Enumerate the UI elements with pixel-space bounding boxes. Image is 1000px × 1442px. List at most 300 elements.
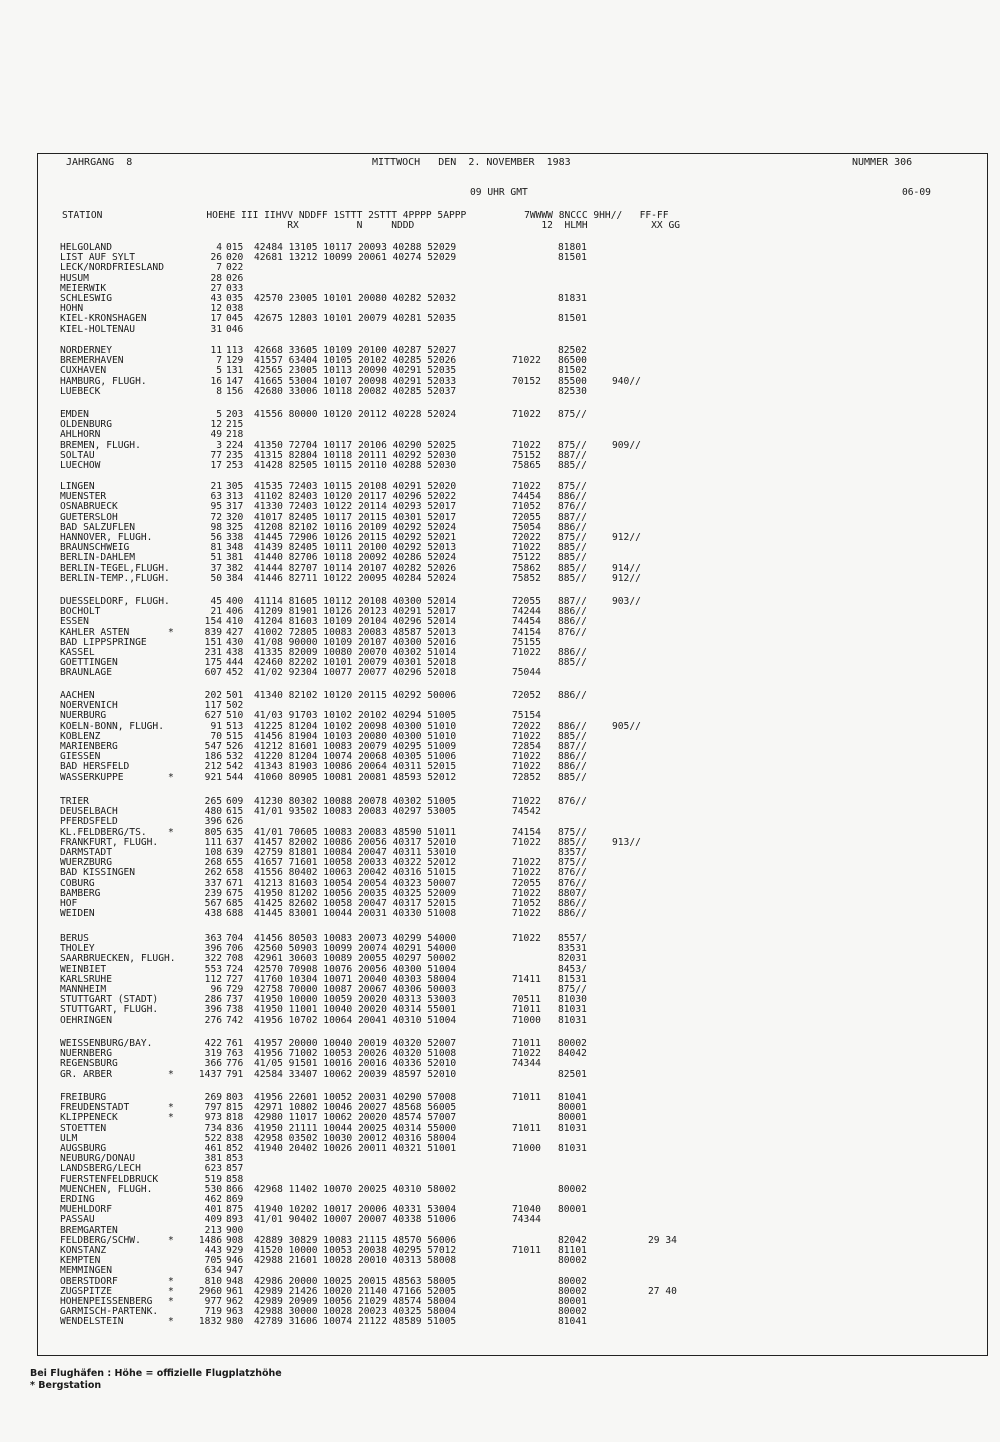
cloud-group: 875// <box>558 481 587 492</box>
synop-groups: 41445 72906 10126 20115 40292 52021 <box>254 532 457 543</box>
station-height: 810 <box>204 1275 222 1287</box>
station-index: 532 <box>226 751 244 763</box>
synop-groups: 41212 81601 10083 20079 40295 51009 <box>254 741 457 752</box>
station-row <box>60 1266 960 1277</box>
station-row <box>60 607 960 618</box>
station-row <box>60 879 960 890</box>
station-name: MANNHEIM <box>60 984 107 995</box>
station-height: 154 <box>204 616 222 628</box>
column-header-row-2: RX N NDDD 12 HLMH XX GG <box>62 220 681 231</box>
station-index: 655 <box>226 857 244 869</box>
weather-group: 75054 <box>512 521 541 533</box>
cloud-group: 8357/ <box>558 847 587 858</box>
station-index: 430 <box>226 636 244 648</box>
synop-groups: 41520 10000 10053 20038 40295 57012 <box>254 1245 457 1256</box>
synop-groups: 41/01 93502 10083 20083 40297 53005 <box>254 806 457 818</box>
weather-group: 71022 <box>512 481 541 492</box>
station-index: 026 <box>226 272 244 284</box>
station-row <box>60 722 960 733</box>
cloud-group: 81041 <box>558 1316 587 1328</box>
station-name: DEUSELBACH <box>60 806 118 818</box>
synop-groups: 42988 30000 10028 20023 40325 58004 <box>254 1306 457 1318</box>
station-index: 675 <box>226 887 244 899</box>
station-name: WUERZBURG <box>60 857 112 869</box>
mountain-station-marker: * <box>168 1234 174 1246</box>
station-name: LECK/NORDFRIESLAND <box>60 262 164 274</box>
station-height: 4 <box>216 242 222 253</box>
station-index: 961 <box>226 1285 244 1297</box>
station-index: 400 <box>226 596 244 607</box>
station-height: 26 <box>210 252 222 264</box>
station-height: 81 <box>210 542 222 554</box>
station-name: THOLEY <box>60 943 95 955</box>
station-row <box>60 742 960 753</box>
station-name: DUESSELDORF, FLUGH. <box>60 596 170 607</box>
station-name: SCHLESWIG <box>60 293 112 304</box>
station-index: 406 <box>226 606 244 618</box>
cloud-group: 80001 <box>558 1296 587 1307</box>
station-name: MUEHLDORF <box>60 1204 112 1216</box>
synop-groups: 42560 50903 10099 20074 40291 54000 <box>254 943 457 955</box>
weather-group: 75154 <box>512 710 541 722</box>
station-height: 396 <box>204 1004 222 1016</box>
synop-groups: 42565 23005 10113 20090 40291 52035 <box>254 365 457 377</box>
cloud-group: 81031 <box>558 1143 587 1154</box>
station-height: 366 <box>204 1058 222 1070</box>
synop-groups: 41446 82711 10122 20095 40284 52024 <box>254 572 457 584</box>
station-row <box>60 1134 960 1145</box>
station-row <box>60 732 960 743</box>
station-height: 72 <box>210 511 222 523</box>
station-row <box>60 848 960 859</box>
station-row <box>60 430 960 441</box>
synop-groups: 41330 72403 10122 20114 40293 52017 <box>254 501 457 513</box>
station-index: 908 <box>226 1234 244 1246</box>
station-name: AUGSBURG <box>60 1143 107 1154</box>
station-index: 929 <box>226 1245 244 1256</box>
cloud-group: 875// <box>558 984 587 995</box>
station-index: 502 <box>226 700 244 712</box>
station-height: 337 <box>204 877 222 889</box>
cloud-group: 80002 <box>558 1275 587 1287</box>
station-name: HOF <box>60 898 78 909</box>
weather-group: 75865 <box>512 460 541 471</box>
station-index: 704 <box>226 933 244 944</box>
cloud-group: 887// <box>558 596 587 607</box>
station-height: 70 <box>210 730 222 742</box>
station-name: MEMMINGEN <box>60 1265 112 1277</box>
synop-groups: 42986 20000 10025 20015 48563 58005 <box>254 1275 457 1287</box>
station-index: 427 <box>226 626 244 638</box>
station-height: 530 <box>204 1183 222 1195</box>
station-height: 96 <box>210 984 222 995</box>
weather-group: 74344 <box>512 1058 541 1070</box>
station-height: 186 <box>204 751 222 763</box>
station-height: 37 <box>210 562 222 574</box>
station-row <box>60 543 960 554</box>
station-name: KOBLENZ <box>60 730 101 742</box>
synop-groups: 41343 81903 10086 20064 40311 52015 <box>254 761 457 773</box>
station-name: PASSAU <box>60 1214 95 1226</box>
station-height: 31 <box>210 323 222 335</box>
station-height: 27 <box>210 282 222 294</box>
station-height: 567 <box>204 898 222 909</box>
station-row <box>60 420 960 431</box>
station-index: 253 <box>226 460 244 471</box>
station-name: FREIBURG <box>60 1092 107 1103</box>
synop-groups: 41/02 92304 10077 20077 40296 52018 <box>254 667 457 679</box>
weather-group: 75852 <box>512 572 541 584</box>
station-row <box>60 807 960 818</box>
station-height: 265 <box>204 796 222 807</box>
station-name: KONSTANZ <box>60 1245 107 1256</box>
station-name: KLIPPENECK <box>60 1112 118 1124</box>
station-index: 348 <box>226 542 244 554</box>
mountain-station-marker: * <box>168 626 174 638</box>
station-index: 708 <box>226 953 244 965</box>
station-row <box>60 711 960 722</box>
station-height: 839 <box>204 626 222 638</box>
station-row <box>60 410 960 421</box>
station-name: FELDBERG/SCHW. <box>60 1234 141 1246</box>
station-name: BERUS <box>60 933 89 944</box>
synop-groups: 42989 21426 10020 21140 47166 52005 <box>254 1285 457 1297</box>
mountain-station-marker: * <box>168 771 174 783</box>
synop-groups: 41002 72805 10083 20083 48587 52013 <box>254 626 457 638</box>
station-height: 50 <box>210 572 222 584</box>
station-name: HUSUM <box>60 272 89 284</box>
station-row <box>60 828 960 839</box>
station-name: BRAUNSCHWEIG <box>60 542 130 554</box>
station-row <box>60 274 960 285</box>
cloud-group: 86500 <box>558 355 587 367</box>
cloud-height-group: 909// <box>612 439 641 451</box>
synop-groups: 41456 81904 10103 20080 40300 51010 <box>254 730 457 742</box>
station-index: 875 <box>226 1204 244 1216</box>
station-index: 685 <box>226 898 244 909</box>
station-name: KL.FELDBERG/TS. <box>60 826 147 838</box>
station-index: 235 <box>226 449 244 461</box>
station-height: 480 <box>204 806 222 818</box>
cloud-group: 875// <box>558 857 587 869</box>
station-row <box>60 889 960 900</box>
synop-groups: 41213 81603 10054 20054 40323 50007 <box>254 877 457 889</box>
synop-groups: 41760 10304 10071 20040 40303 58004 <box>254 973 457 985</box>
synop-groups: 42668 33605 10109 20100 40287 52027 <box>254 345 457 356</box>
station-row <box>60 553 960 564</box>
cloud-group: 8807/ <box>558 887 587 899</box>
station-index: 338 <box>226 532 244 543</box>
station-index: 045 <box>226 313 244 325</box>
station-row <box>60 356 960 367</box>
weather-group: 74154 <box>512 626 541 638</box>
station-name: DARMSTADT <box>60 847 112 858</box>
cloud-group: 875// <box>558 409 587 420</box>
footnote-mountain-station: * Bergstation <box>30 1380 102 1391</box>
station-height: 98 <box>210 521 222 533</box>
station-row <box>60 1236 960 1247</box>
station-index: 869 <box>226 1194 244 1205</box>
cloud-group: 80002 <box>558 1285 587 1297</box>
weather-group: 74154 <box>512 826 541 838</box>
station-height: 286 <box>204 994 222 1006</box>
station-row <box>60 1164 960 1175</box>
station-name: BAMBERG <box>60 887 101 899</box>
station-row <box>60 762 960 773</box>
cloud-height-group: 914// <box>612 562 641 574</box>
station-name: KASSEL <box>60 647 95 658</box>
synop-groups: 41/01 90402 10007 20007 40338 51006 <box>254 1214 457 1226</box>
weather-group: 72055 <box>512 877 541 889</box>
station-index: 637 <box>226 836 244 848</box>
station-index: 763 <box>226 1048 244 1060</box>
cloud-group: 82042 <box>558 1234 587 1246</box>
mountain-station-marker: * <box>168 1068 174 1080</box>
station-index: 022 <box>226 262 244 274</box>
station-index: 224 <box>226 439 244 451</box>
station-height: 1486 <box>198 1234 222 1246</box>
station-row <box>60 564 960 575</box>
station-name: ERDING <box>60 1194 95 1205</box>
station-index: 203 <box>226 409 244 420</box>
station-row <box>60 995 960 1006</box>
station-row <box>60 858 960 869</box>
station-name: COBURG <box>60 877 95 889</box>
wind-gust-group: 27 40 <box>648 1285 677 1297</box>
synop-groups: 42570 70908 10076 20056 40300 51004 <box>254 963 457 975</box>
column-header-row-1: STATION HOEHE III IIHVV NDDFF 1STTT 2STTT 4PPPP 5APPP 7WWWW 8NCCC 9HH// FF-FF <box>62 210 669 221</box>
station-row <box>60 1059 960 1070</box>
synop-groups: 41315 82804 10118 20111 40292 52030 <box>254 449 457 461</box>
weather-group: 71022 <box>512 730 541 742</box>
station-name: STOETTEN <box>60 1122 107 1134</box>
station-name: GARMISCH-PARTENK. <box>60 1306 159 1318</box>
station-name: BAD KISSINGEN <box>60 867 136 879</box>
weather-group: 71022 <box>512 796 541 807</box>
station-row <box>60 1113 960 1124</box>
station-row <box>60 1195 960 1206</box>
cloud-group: 886// <box>558 898 587 909</box>
station-row <box>60 1070 960 1081</box>
weather-group: 74454 <box>512 616 541 628</box>
station-row <box>60 492 960 503</box>
station-name: WENDELSTEIN <box>60 1316 124 1328</box>
cloud-group: 81501 <box>558 313 587 325</box>
station-name: BAD LIPPSPRINGE <box>60 636 147 648</box>
synop-groups: 41060 80905 10081 20081 48593 52012 <box>254 771 457 783</box>
station-index: 727 <box>226 973 244 985</box>
cloud-group: 885// <box>558 771 587 783</box>
station-index: 737 <box>226 994 244 1006</box>
weather-group: 74244 <box>512 606 541 618</box>
station-row <box>60 628 960 639</box>
cloud-group: 875// <box>558 532 587 543</box>
station-row <box>60 701 960 712</box>
weather-group: 71000 <box>512 1143 541 1154</box>
cloud-group: 81030 <box>558 994 587 1006</box>
station-row <box>60 502 960 513</box>
station-height: 734 <box>204 1122 222 1134</box>
station-height: 705 <box>204 1255 222 1267</box>
station-index: 113 <box>226 345 244 356</box>
station-row <box>60 482 960 493</box>
synop-groups: 42789 31606 10074 21122 48589 51005 <box>254 1316 457 1328</box>
station-index: 724 <box>226 963 244 975</box>
weather-group: 71022 <box>512 887 541 899</box>
station-index: 671 <box>226 877 244 889</box>
weather-group: 71022 <box>512 439 541 451</box>
weather-group: 71022 <box>512 867 541 879</box>
station-row <box>60 523 960 534</box>
station-index: 838 <box>226 1132 244 1144</box>
weather-group: 72022 <box>512 532 541 543</box>
weather-group: 71022 <box>512 751 541 763</box>
cloud-group: 886// <box>558 751 587 763</box>
station-name: OEHRINGEN <box>60 1014 112 1026</box>
station-index: 738 <box>226 1004 244 1016</box>
station-row <box>60 1277 960 1288</box>
station-row <box>60 1307 960 1318</box>
station-name: STUTTGART, FLUGH. <box>60 1004 159 1016</box>
station-index: 515 <box>226 730 244 742</box>
station-name: NEUBURG/DONAU <box>60 1153 136 1165</box>
station-name: KIEL-KRONSHAGEN <box>60 313 147 325</box>
station-index: 325 <box>226 521 244 533</box>
weather-group: 71022 <box>512 409 541 420</box>
station-index: 305 <box>226 481 244 492</box>
station-height: 522 <box>204 1132 222 1144</box>
cloud-height-group: 905// <box>612 720 641 732</box>
cloud-height-group: 912// <box>612 572 641 584</box>
synop-groups: 41950 81202 10056 20035 40325 52009 <box>254 887 457 899</box>
station-index: 818 <box>226 1112 244 1124</box>
weather-group: 70511 <box>512 994 541 1006</box>
station-height: 7 <box>216 355 222 367</box>
synop-groups: 42460 82202 10101 20079 40301 52018 <box>254 657 457 669</box>
mountain-station-marker: * <box>168 1316 174 1328</box>
weather-group: 71022 <box>512 647 541 658</box>
station-index: 382 <box>226 562 244 574</box>
station-height: 921 <box>204 771 222 783</box>
weather-group: 72055 <box>512 511 541 523</box>
weather-group: 75044 <box>512 667 541 679</box>
weather-group: 75152 <box>512 449 541 461</box>
station-height: 268 <box>204 857 222 869</box>
cloud-group: 80001 <box>558 1102 587 1114</box>
station-index: 381 <box>226 552 244 564</box>
synop-groups: 41940 20402 10026 20011 40321 51001 <box>254 1143 457 1154</box>
station-row <box>60 1049 960 1060</box>
station-row <box>60 574 960 585</box>
cloud-group: 83531 <box>558 943 587 955</box>
station-row <box>60 243 960 254</box>
station-name: MUENSTER <box>60 491 107 503</box>
station-index: 962 <box>226 1296 244 1307</box>
cloud-height-group: 913// <box>612 836 641 848</box>
station-name: BREMEN, FLUGH. <box>60 439 141 451</box>
station-name: EMDEN <box>60 409 89 420</box>
station-name: GR. ARBER <box>60 1068 112 1080</box>
cloud-group: 887// <box>558 449 587 461</box>
cloud-group: 80002 <box>558 1255 587 1267</box>
station-row <box>60 533 960 544</box>
station-row <box>60 513 960 524</box>
station-index: 729 <box>226 984 244 995</box>
station-height: 3 <box>216 439 222 451</box>
station-name: LINGEN <box>60 481 95 492</box>
station-height: 5 <box>216 365 222 377</box>
cloud-group: 886// <box>558 606 587 618</box>
station-index: 639 <box>226 847 244 858</box>
weather-group: 71011 <box>512 1038 541 1049</box>
station-name: BERLIN-TEMP.,FLUGH. <box>60 572 170 584</box>
weather-group: 74344 <box>512 1214 541 1226</box>
station-name: ZUGSPITZE <box>60 1285 112 1297</box>
station-height: 396 <box>204 816 222 828</box>
station-height: 409 <box>204 1214 222 1226</box>
station-name: SAARBRUECKEN, FLUGH. <box>60 953 176 965</box>
station-row <box>60 1103 960 1114</box>
cloud-group: 81501 <box>558 252 587 264</box>
station-row <box>60 1144 960 1155</box>
station-name: MEIERWIK <box>60 282 107 294</box>
cloud-group: 81531 <box>558 973 587 985</box>
synop-groups: 41204 81603 10109 20104 40296 52014 <box>254 616 457 628</box>
weather-group: 71411 <box>512 973 541 985</box>
station-height: 438 <box>204 908 222 920</box>
station-row <box>60 668 960 679</box>
station-height: 21 <box>210 606 222 618</box>
synop-groups: 41225 81204 10102 20098 40300 51010 <box>254 720 457 732</box>
station-height: 319 <box>204 1048 222 1060</box>
station-row <box>60 1246 960 1257</box>
synop-groups: 41557 63404 10105 20102 40285 52026 <box>254 355 457 367</box>
station-name: CUXHAVEN <box>60 365 107 377</box>
station-name: BAD HERSFELD <box>60 761 130 773</box>
station-height: 17 <box>210 313 222 325</box>
station-index: 658 <box>226 867 244 879</box>
cloud-group: 886// <box>558 761 587 773</box>
station-index: 815 <box>226 1102 244 1114</box>
synop-groups: 41440 82706 10118 20092 40286 52024 <box>254 552 457 564</box>
station-index: 980 <box>226 1316 244 1328</box>
station-index: 410 <box>226 616 244 628</box>
station-index: 384 <box>226 572 244 584</box>
station-index: 020 <box>226 252 244 264</box>
cloud-group: 876// <box>558 877 587 889</box>
station-height: 28 <box>210 272 222 284</box>
synop-groups: 41956 71002 10053 20026 40320 51008 <box>254 1048 457 1060</box>
station-height: 396 <box>204 943 222 955</box>
station-row <box>60 975 960 986</box>
weather-group: 71022 <box>512 761 541 773</box>
station-name: GOETTINGEN <box>60 657 118 669</box>
station-height: 547 <box>204 741 222 752</box>
station-index: 853 <box>226 1153 244 1165</box>
station-index: 893 <box>226 1214 244 1226</box>
station-row <box>60 1005 960 1016</box>
station-height: 175 <box>204 657 222 669</box>
station-index: 526 <box>226 741 244 752</box>
cloud-group: 80001 <box>558 1112 587 1124</box>
station-name: HAMBURG, FLUGH. <box>60 375 147 387</box>
cloud-group: 887// <box>558 741 587 752</box>
station-name: GUETERSLOH <box>60 511 118 523</box>
cloud-group: 81101 <box>558 1245 587 1256</box>
station-height: 17 <box>210 460 222 471</box>
weather-group: 75155 <box>512 636 541 648</box>
cloud-group: 885// <box>558 460 587 471</box>
